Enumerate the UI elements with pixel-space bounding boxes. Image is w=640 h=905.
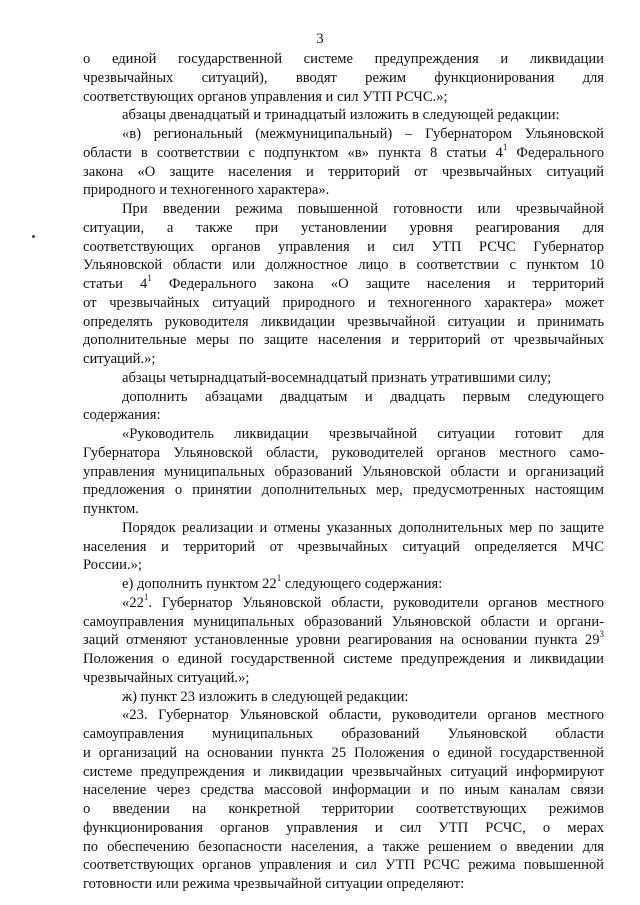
text-line: ситуаций.»;: [83, 351, 156, 367]
text-line: населения и территорий от чрезвычайных ситуаций определяется МЧС: [83, 538, 604, 555]
text-line: содержания:: [83, 407, 161, 424]
text-line: «Руководитель ликвидации чрезвычайной ситуации готовит для: [122, 426, 604, 442]
text-line: функционирования органов управления и сил УТП РСЧС, о мерах: [83, 819, 604, 836]
text-line: дополнительные меры по защите населения и территорий от чрезвычайных: [83, 332, 604, 349]
text-line: самоуправления муниципальных образований Ульяновской области: [83, 726, 604, 742]
text-line: самоуправления муниципальных образований Ульяновской области и органи-: [83, 613, 604, 630]
text-line: ситуации, а также при установлении уровня реагирования для: [83, 219, 604, 236]
text-line: Губернатора Ульяновской области, руководителей органов местного само-: [83, 444, 604, 461]
text-line: России.»;: [83, 557, 142, 574]
text-line: о введении на конкретной территории соответствующих режимов: [83, 801, 604, 817]
text-line: системе предупреждения и ликвидации чрезвычайных ситуаций информируют: [83, 763, 604, 780]
text-line: дополнить абзацами двадцатым и двадцать первым следующего: [122, 388, 604, 405]
text-line: «в) региональный (межмуниципальный) – Губернатором Ульяновской: [122, 126, 604, 142]
text-line: Положения о единой государственной системе предупреждения и ликвидации: [83, 651, 604, 667]
text-line: управления муниципальных образований Ульяновской области и организаций: [83, 463, 604, 480]
text-line: Порядок реализации и отмены указанных дополнительных мер по защите: [122, 519, 604, 536]
text-line: по обеспечению безопасности населения, а также решением о введении для: [83, 838, 604, 855]
text-line: соответствующих органов управления и сил УТП РСЧС.»;: [83, 88, 448, 105]
text-line: о единой государственной системе предупреждения и ликвидации: [83, 51, 604, 67]
text-line: «23. Губернатор Ульяновской области, руководители органов местного: [122, 707, 604, 724]
text-line: предложения о принятии дополнительных мер, предусмотренных настоящим: [83, 482, 604, 499]
text-line: Ульяновской области или должностное лицо в соответствии с пунктом 10: [83, 257, 604, 274]
text-line: закона «О защите населения и территорий от чрезвычайных ситуаций: [83, 163, 604, 180]
text-line: чрезвычайных ситуаций.»;: [83, 669, 250, 686]
text-line: соответствующих органов управления и сил УТП РСЧС режима повышенной: [83, 857, 604, 874]
page-number: 3: [316, 31, 324, 47]
text-line: готовности или режима чрезвычайной ситуации определяют:: [83, 876, 465, 892]
text-line: статьи $4^1$ Федерального закона «О защите населения и территорий: [83, 273, 605, 292]
text-line: пунктом.: [83, 501, 139, 517]
text-line: области в соответствии с подпунктом «в» пункта 8 статьи $4^1$ Федерального: [83, 141, 604, 161]
text-line: определять руководителя ликвидации чрезвычайной ситуации и принимать: [83, 313, 604, 330]
text-line: от чрезвычайных ситуаций природного и техногенного характера» может: [83, 294, 604, 311]
text-line: «$22^1$. Губернатор Ульяновской области, руководители органов местного: [122, 591, 604, 611]
margin-dot: [32, 235, 35, 238]
text-line: ж) пункт 23 изложить в следующей редакции:: [122, 688, 409, 705]
text-line: чрезвычайных ситуаций), вводят режим функционирования для: [83, 69, 604, 86]
text-line: и организаций на основании пункта 25 Положения о единой государственной: [83, 744, 604, 761]
text-line: абзацы двенадцатый и тринадцатый изложить в следующей редакции:: [122, 107, 560, 124]
text-line: е) дополнить пунктом $22^1$ следующего содержания:: [122, 573, 443, 592]
text-line: население через средства массовой информации и по иным каналам связи: [83, 782, 604, 799]
text-line: абзацы четырнадцатый-восемнадцатый признать утратившими силу;: [122, 369, 552, 386]
text-line: При введении режима повышенной готовности или чрезвычайной: [122, 201, 604, 217]
text-line: соответствующих органов управления и сил УТП РСЧС Губернатор: [83, 238, 604, 255]
text-line: природного и техногенного характера».: [83, 182, 330, 199]
text-line: заций отменяют установленные уровни реагирования на основании пункта $29^3$: [83, 629, 604, 649]
